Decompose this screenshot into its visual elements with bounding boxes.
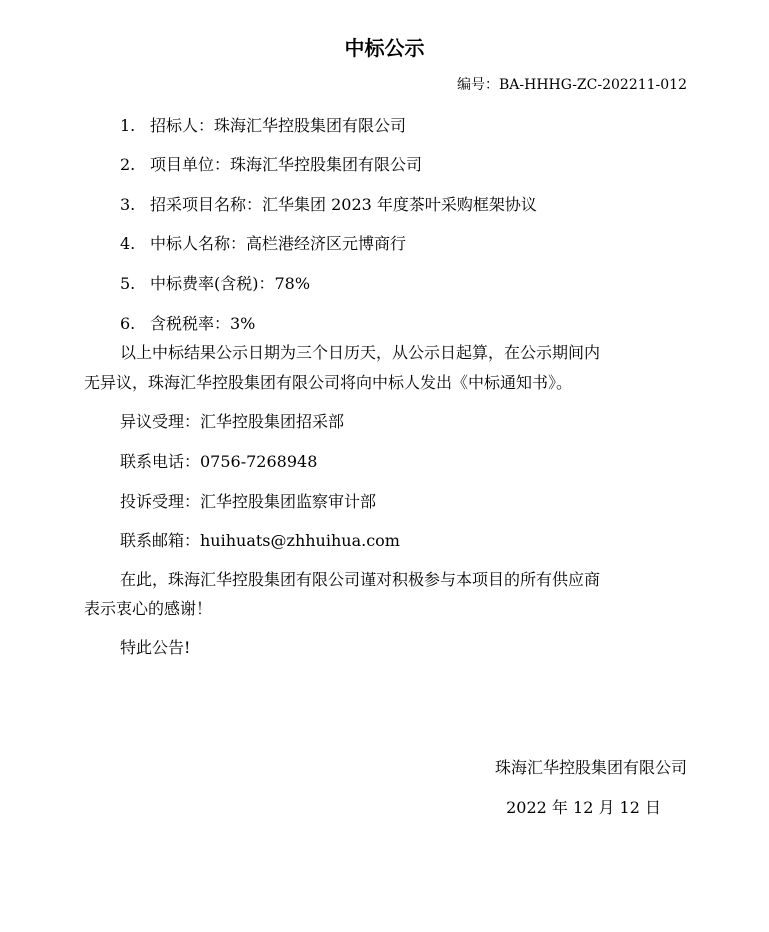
signature-date: 2022 年 12 月 12 日 [506,798,661,817]
list-item-number: 2. [120,155,136,174]
list-item [120,272,310,296]
page-title: 中标公示 [344,36,425,60]
thanks-paragraph-line-2: 表示衷心的感谢！ [84,599,213,618]
list-item-text: 招标人：珠海汇华控股集团有限公司 [150,116,407,135]
list-item [120,232,406,256]
list-item-text: 含税税率：3% [150,314,256,333]
list-item-number: 6. [120,314,136,333]
list-item-number: 4. [120,234,136,253]
list-item-number: 1. [120,116,136,135]
signature-company: 珠海汇华控股集团有限公司 [494,758,687,777]
thanks-paragraph-line-1: 在此，珠海汇华控股集团有限公司谨对积极参与本项目的所有供应商 [120,570,601,589]
list-item-text: 招采项目名称：汇华集团 2023 年度茶叶采购框架协议 [150,195,537,214]
list-item-text: 项目单位：珠海汇华控股集团有限公司 [150,155,423,174]
notice-paragraph-line-2: 无异议，珠海汇华控股集团有限公司将向中标人发出《中标通知书》。 [84,373,573,392]
list-item [120,193,537,217]
contact-phone: 联系电话：0756-7268948 [120,452,318,471]
list-item [120,312,255,336]
list-item-number: 3. [120,195,136,214]
list-item-number: 5. [120,274,136,293]
contact-email: 联系邮箱：huihuats@zhhuihua.com [120,531,400,550]
list-item [120,114,406,138]
closing-statement: 特此公告! [120,638,191,657]
list-item-text: 中标费率(含税)：78% [150,274,311,293]
list-item [120,153,422,177]
complaint-contact: 投诉受理：汇华控股集团监察审计部 [120,492,377,511]
document-number: 编号：BA-HHHG-ZC-202211-012 [457,77,687,93]
notice-paragraph-line-1: 以上中标结果公示日期为三个日历天，从公示日起算，在公示期间内 [120,343,601,362]
objection-contact: 异议受理：汇华控股集团招采部 [120,412,345,431]
list-item-text: 中标人名称：高栏港经济区元博商行 [150,234,407,253]
